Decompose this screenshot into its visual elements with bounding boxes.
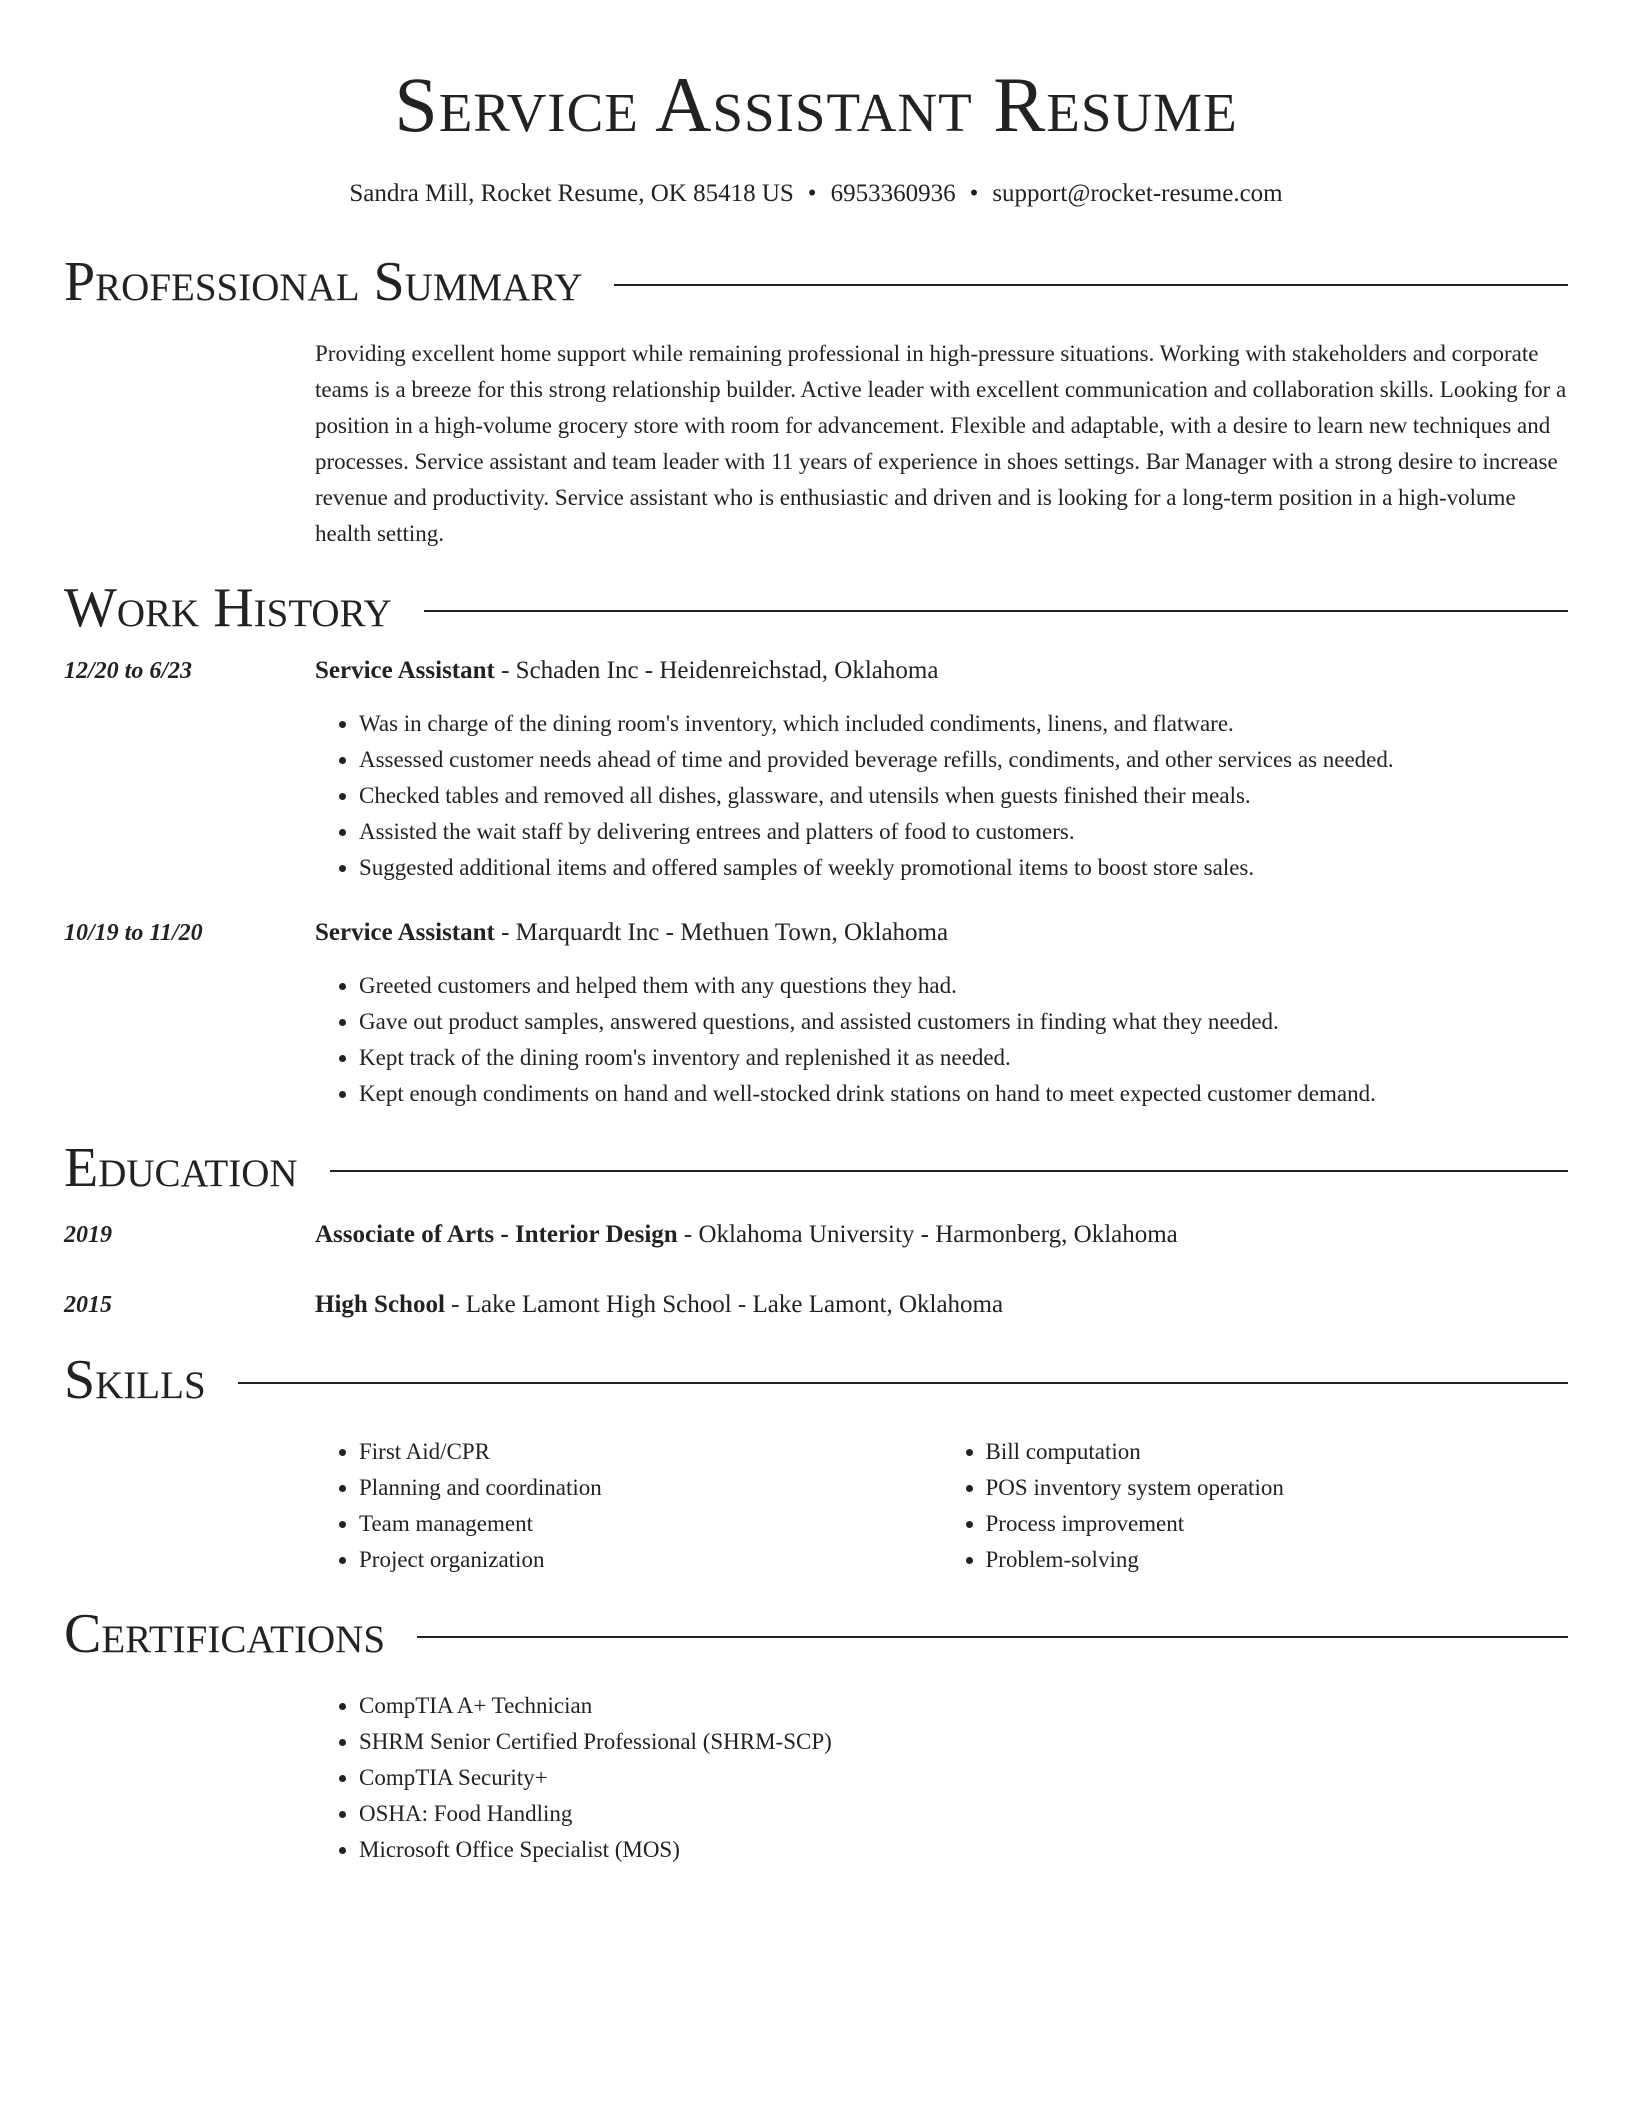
skills-column-right bbox=[942, 1434, 1569, 1578]
degree-title: Associate of Arts - Interior Design bbox=[315, 1221, 678, 1248]
contact-separator: • bbox=[969, 180, 979, 207]
certification-item: • CompTIA A+ Technician bbox=[359, 1688, 1568, 1724]
section-divider bbox=[417, 1636, 1568, 1638]
section-title: Professional Summary bbox=[64, 251, 583, 313]
certifications-list bbox=[315, 1688, 1568, 1868]
summary-text: Providing excellent home support while remaining professional in high-pressure situations. Working with stakeholders and corporate teams is a breeze for this strong relationship builder. Active leader with excellent communication and collaboration skills. Looking for a position in a high-volume grocery store with room for advancement. Flexible and adaptable, with a desire to learn new techniques and processes. Service assistant and team leader with 11 years of experience in shoes settings. Bar Manager with a strong desire to increase revenue and productivity. Service assistant who is enthusiastic and driven and is looking for a long-term position in a high-volume health setting. bbox=[315, 341, 1567, 546]
list-item: • Was in charge of the dining room's inventory, which included condiments, linens, and flatware. bbox=[359, 706, 1568, 742]
list-item: • Greeted customers and helped them with any questions they had. bbox=[359, 968, 1568, 1004]
skill-item: • Bill computation bbox=[986, 1434, 1569, 1470]
education-year: 2015 bbox=[64, 1292, 112, 1318]
work-bullets bbox=[315, 968, 1568, 1112]
degree-title: High School bbox=[315, 1291, 445, 1318]
section-title: Education bbox=[64, 1137, 298, 1199]
contact-separator: • bbox=[807, 180, 817, 207]
skills-list bbox=[315, 1434, 1568, 1578]
list-item: • Kept enough condiments on hand and well-stocked drink stations on hand to meet expected customer demand. bbox=[359, 1076, 1568, 1112]
section-divider bbox=[238, 1382, 1568, 1384]
work-entry bbox=[64, 654, 1568, 886]
skill-item: • Team management bbox=[359, 1506, 942, 1542]
work-bullets bbox=[315, 706, 1568, 886]
section-header-work bbox=[64, 578, 1568, 638]
list-item: • Checked tables and removed all dishes, glassware, and utensils when guests finished their meals. bbox=[359, 778, 1568, 814]
section-title: Work History bbox=[64, 577, 392, 639]
section-title: Certifications bbox=[64, 1603, 386, 1665]
job-title: Service Assistant bbox=[315, 919, 495, 946]
section-title: Skills bbox=[64, 1349, 206, 1411]
section-header-certifications bbox=[64, 1604, 1568, 1664]
education-entry bbox=[64, 1288, 1568, 1322]
contact-phone: 6953360936 bbox=[830, 180, 956, 207]
section-header-summary bbox=[64, 252, 1568, 312]
section-divider bbox=[424, 610, 1568, 612]
skill-item: • Process improvement bbox=[986, 1506, 1569, 1542]
list-item: • Assisted the wait staff by delivering entrees and platters of food to customers. bbox=[359, 814, 1568, 850]
education-heading bbox=[315, 1288, 1568, 1322]
education-details: - Lake Lamont High School - Lake Lamont, Oklahoma bbox=[444, 1291, 1004, 1318]
work-entry bbox=[64, 916, 1568, 1112]
certification-item: • CompTIA Security+ bbox=[359, 1760, 1568, 1796]
skill-item: • First Aid/CPR bbox=[359, 1434, 942, 1470]
contact-line bbox=[64, 178, 1568, 210]
work-dates: 10/19 to 11/20 bbox=[64, 920, 203, 946]
education-details: - Oklahoma University - Harmonberg, Oklahoma bbox=[677, 1221, 1178, 1248]
contact-email[interactable]: support@rocket-resume.com bbox=[992, 180, 1283, 207]
skill-item: • Problem-solving bbox=[986, 1542, 1569, 1578]
skill-item: • POS inventory system operation bbox=[986, 1470, 1569, 1506]
section-divider bbox=[330, 1170, 1568, 1172]
list-item: • Kept track of the dining room's inventory and replenished it as needed. bbox=[359, 1040, 1568, 1076]
skills-column-left bbox=[315, 1434, 942, 1578]
education-heading bbox=[315, 1218, 1568, 1252]
skill-item: • Project organization bbox=[359, 1542, 942, 1578]
job-details: - Marquardt Inc - Methuen Town, Oklahoma bbox=[494, 919, 949, 946]
job-title: Service Assistant bbox=[315, 657, 495, 684]
work-dates: 12/20 to 6/23 bbox=[64, 658, 193, 684]
education-entry bbox=[64, 1218, 1568, 1252]
section-header-education bbox=[64, 1138, 1568, 1198]
work-heading bbox=[315, 916, 1568, 950]
certification-item: • Microsoft Office Specialist (MOS) bbox=[359, 1832, 1568, 1868]
list-item: • Gave out product samples, answered questions, and assisted customers in finding what they needed. bbox=[359, 1004, 1568, 1040]
job-details: - Schaden Inc - Heidenreichstad, Oklahoma bbox=[494, 657, 939, 684]
resume-title: Service Assistant Resume bbox=[394, 61, 1238, 148]
skill-item: • Planning and coordination bbox=[359, 1470, 942, 1506]
section-header-skills bbox=[64, 1350, 1568, 1410]
work-heading bbox=[315, 654, 1568, 688]
education-year: 2019 bbox=[64, 1222, 112, 1248]
section-divider bbox=[614, 284, 1568, 286]
list-item: • Assessed customer needs ahead of time and provided beverage refills, condiments, and other services as needed. bbox=[359, 742, 1568, 778]
certification-item: • OSHA: Food Handling bbox=[359, 1796, 1568, 1832]
list-item: • Suggested additional items and offered samples of weekly promotional items to boost store sales. bbox=[359, 850, 1568, 886]
certification-item: • SHRM Senior Certified Professional (SHRM-SCP) bbox=[359, 1724, 1568, 1760]
contact-address: Sandra Mill, Rocket Resume, OK 85418 US bbox=[349, 180, 794, 207]
